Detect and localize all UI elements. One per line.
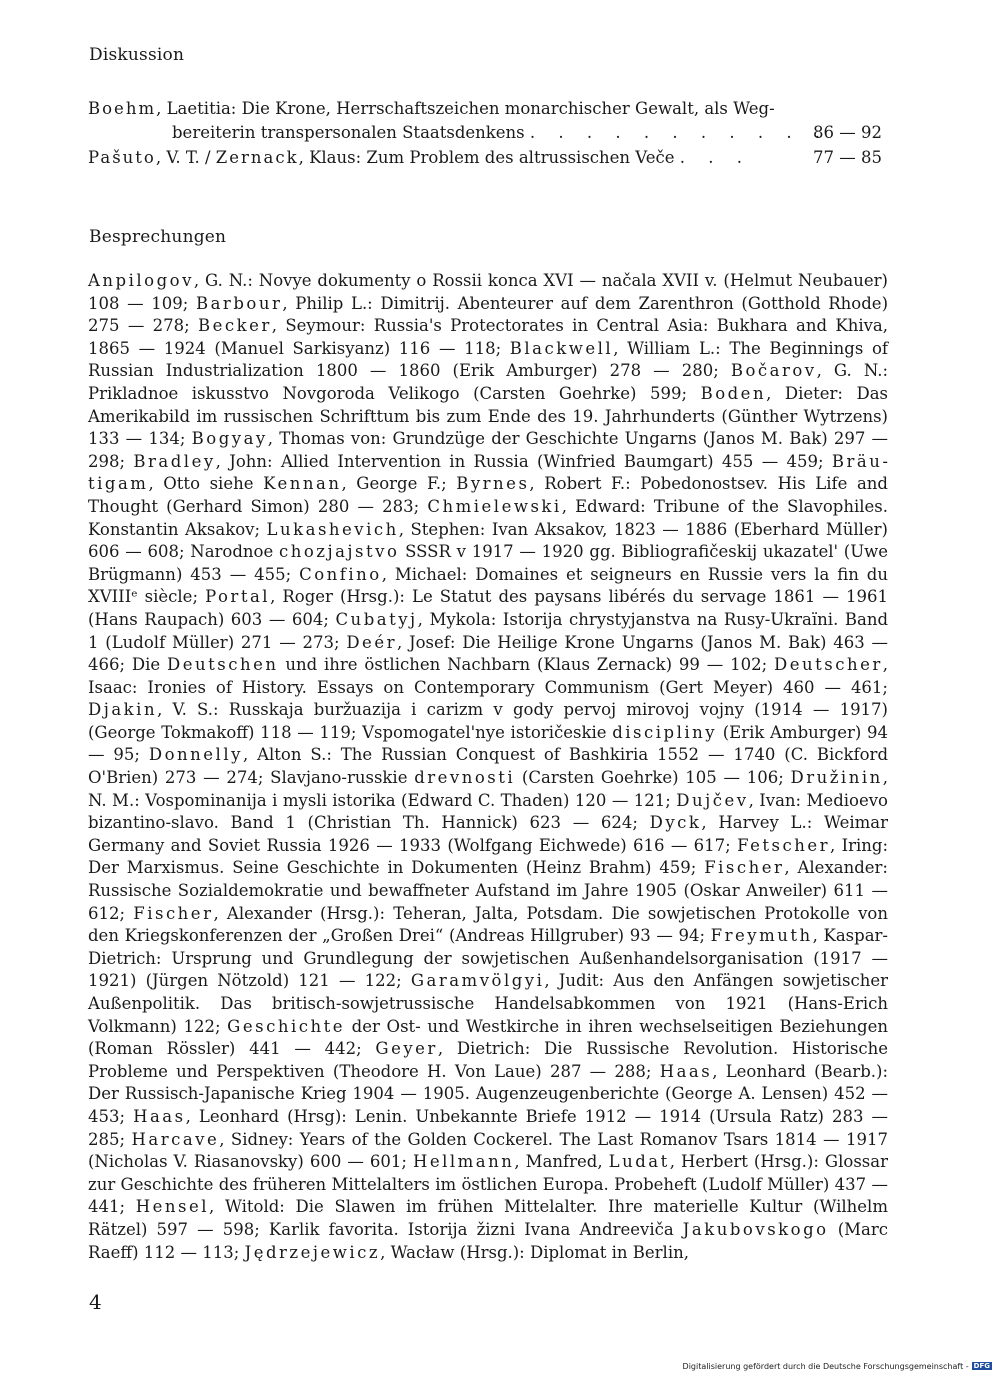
review-text-segment: und ihre östlichen Nachbarn (Klaus Zernack) 99 — 102;	[278, 655, 774, 675]
review-author: Harcave	[131, 1129, 220, 1149]
review-text-segment: , G. N.: Novye dokumenty o Rossii konca XVI — načala XVII v. (Helmut Neubauer) 108 — 109;	[88, 271, 888, 313]
entry-author: Pašuto	[88, 148, 156, 167]
review-author: Byrnes	[456, 474, 530, 494]
review-author: Donnelly	[148, 745, 243, 765]
review-author: Boden	[700, 383, 767, 403]
entry-first-line	[88, 97, 882, 121]
review-author: discipliny	[612, 722, 718, 742]
review-author: Djakin	[88, 700, 158, 720]
review-author: Deutscher	[774, 655, 883, 675]
review-text-segment: SSSR v 1917 — 1920 gg. Bibliografičeskij ukazatel' (Uwe Brügmann) 453 — 455;	[88, 542, 889, 584]
review-text-segment: , G. N.: Prikladnoe iskusstvo Novgoroda Velikogo (Carsten Goehrke) 599;	[88, 361, 889, 403]
review-text-segment: , John: Allied Intervention in Russia (Winfried Baumgart) 455 — 459;	[215, 451, 832, 471]
review-list-paragraph	[88, 270, 888, 1264]
review-author: Ludat	[608, 1152, 670, 1172]
review-text-segment: , Sidney: Years of the Golden Cockerel. The Last Romanov Tsars 1814 — 1917 (Nicholas V. Riasanovsky) 600 — 601;	[88, 1129, 888, 1172]
review-author: Cubatyj	[335, 609, 418, 629]
review-author: Fetscher	[737, 835, 830, 855]
review-author: Družinin	[790, 768, 883, 788]
review-author: Haas	[659, 1061, 713, 1081]
entry-author: Boehm	[88, 99, 157, 118]
entry-leader-dots: . . . . . . . . . . .	[529, 123, 830, 142]
review-text-segment: , Edward: Tribune of the Slavophiles. Konstantin Aksakov;	[88, 496, 888, 539]
review-text-segment: , Manfred,	[514, 1152, 609, 1172]
entry-second-line	[88, 121, 882, 145]
entry-first-line	[88, 146, 882, 170]
review-text-segment: , William L.: The Beginnings of Russian Industrialization 1800 — 1860 (Erik Amburger) 278 — 280;	[88, 338, 888, 381]
review-text-segment: , Michael: Domaines et seigneurs en Russie vers la fin du XVIIIᵉ siècle;	[88, 564, 888, 607]
review-author: Deutschen	[167, 655, 279, 675]
review-author: Portal	[205, 587, 271, 607]
review-author: Freymuth	[710, 926, 813, 946]
review-text-segment: , George F.;	[341, 474, 457, 494]
review-author: Becker	[198, 316, 272, 336]
review-author: Kennan	[263, 474, 342, 494]
review-text-segment: , Ivan: Medioevo bizantino-slavo. Band 1 (Christian Th. Hannick) 623 — 624;	[88, 790, 888, 833]
review-text-segment: , Josef: Die Heilige Krone Ungarns (Janos M. Bak) 463 — 466; Die	[88, 632, 888, 675]
review-author: Dujčev	[676, 790, 749, 810]
review-text-segment: , N. M.: Vospominanija i mysli istorika (Edward C. Thaden) 120 — 121;	[88, 768, 888, 810]
footer-text: Digitalisierung gefördert durch die Deutsche Forschungsgemeinschaft -	[682, 1362, 969, 1371]
review-text-segment: , Roger (Hrsg.): Le Statut des paysans libérés du servage 1861 — 1961 (Hans Raupach) 603 — 604;	[88, 587, 889, 629]
review-text-segment: , Alexander: Russische Sozialdemokratie und bewaffneter Aufstand im Jahre 1905 (Oskar Anweiler) 611 — 612;	[88, 858, 888, 923]
entry-title-continued: bereiterin transpersonalen Staatsdenkens	[172, 123, 525, 142]
review-text-segment: , Otto siehe	[148, 474, 264, 494]
dfg-logo: DFG	[973, 1362, 990, 1370]
review-text-segment: , Stephen: Ivan Aksakov, 1823 — 1886 (Eberhard Müller) 606 — 608; Narodnoe	[88, 519, 888, 562]
discussion-entry	[88, 97, 882, 145]
review-text-segment: , Iring: Der Marxismus. Seine Geschichte in Dokumenten (Heinz Brahm) 459;	[88, 835, 888, 878]
review-author: Hellmann	[412, 1152, 515, 1172]
entry-author-separator: , V. T. /	[155, 148, 216, 167]
entry-pages: 86 — 92	[813, 123, 882, 142]
review-author: Deér	[346, 632, 397, 652]
review-author: Bradley	[133, 451, 216, 471]
review-author: Jędrzejewicz	[244, 1242, 381, 1262]
review-author: Lukashevich	[266, 519, 399, 539]
page-number: 4	[89, 1290, 102, 1314]
review-author: Fischer	[704, 858, 785, 878]
review-text-segment: , V. S.: Russkaja buržuazija i carizm v gody pervoj mirovoj vojny (1914 — 1917) (George Tokmakoff) 118 — 119; Vspomogatel'nye istoričeskie	[88, 700, 888, 742]
review-text-segment: , Alexander (Hrsg.): Teheran, Jalta, Potsdam. Die sowjetischen Protokolle von den Kriegskonferenzen der „Großen Drei“ (Andreas Hillgruber) 93 — 94;	[88, 903, 888, 946]
review-text-segment: , Leonhard (Hrsg): Lenin. Unbekannte Briefe 1912 — 1914 (Ursula Ratz) 283 — 285;	[88, 1106, 888, 1149]
review-text-segment: , Philip L.: Dimitrij. Abenteurer auf dem Zarenthron (Gotthold Rhode) 275 — 278;	[88, 293, 889, 336]
entry-title: , Klaus: Zum Problem des altrussischen Veče	[298, 148, 675, 167]
section-heading-diskussion: Diskussion	[89, 45, 185, 65]
review-text-segment: , Harvey L.: Weimar Germany and Soviet Russia 1926 — 1933 (Wolfgang Eichwede) 616 — 617;	[88, 813, 889, 855]
review-text-segment: (Carsten Goehrke) 105 — 106;	[515, 768, 791, 788]
review-author: Anpilogov	[88, 271, 194, 290]
review-text-segment: , Kaspar-Dietrich: Ursprung und Grundlegung der sowjetischen Außenhandelsorganisation (1917 — 1921) (Jürgen Nötzold) 121 — 122;	[88, 926, 889, 991]
review-text-segment: , Dieter: Das Amerikabild im russischen Schrifttum bis zum Ende des 19. Jahrhunderts (Günther Wytrzens) 133 — 134;	[88, 383, 889, 449]
review-author: chozjajstvo	[278, 542, 400, 562]
review-text-segment: , Herbert (Hrsg.): Glossar zur Geschichte des früheren Mittelalters im östlichen Europa. Probeheft (Ludolf Müller) 437 — 441;	[88, 1152, 888, 1217]
review-author: Blackwell	[509, 338, 614, 358]
review-text-segment: , Judit: Aus den Anfängen sowjetischer Außenpolitik. Das britisch-sowjetrussische Handelsabkommen von 1921 (Hans-Erich Volkmann) 122;	[88, 971, 889, 1036]
review-author: Barbour	[195, 293, 283, 313]
entry-title: , Laetitia: Die Krone, Herrschaftszeichen monarchischer Gewalt, als Weg-	[156, 99, 775, 118]
entry-leader-dots: . . .	[679, 148, 751, 167]
review-text-segment: (Erik Amburger) 94 — 95;	[88, 722, 888, 765]
review-text-segment: , Witold: Die Slawen im frühen Mittelalter. Ihre materielle Kultur (Wilhelm Rätzel) 597 — 598; Karlik favorita. Istorija žizni Ivana Andreeviča	[88, 1197, 888, 1239]
review-text-segment: , Dietrich: Die Russische Revolution. Historische Probleme und Perspektiven (Theodore H. Von Laue) 287 — 288;	[88, 1039, 888, 1081]
dfg-footer	[683, 1362, 992, 1371]
review-author: Confino	[299, 564, 382, 584]
review-text-segment: , Robert F.: Pobedonostsev. His Life and Thought (Gerhard Simon) 280 — 283;	[88, 474, 888, 516]
review-author: Bočarov	[730, 361, 817, 381]
entry-pages: 77 — 85	[813, 148, 882, 167]
review-text-segment: , Thomas von: Grundzüge der Geschichte Ungarns (Janos M. Bak) 297 — 298;	[88, 429, 889, 471]
review-text-segment: , Seymour: Russia's Protectorates in Central Asia: Bukhara and Khiva, 1865 — 1924 (Manuel Sarkisyanz) 116 — 118;	[88, 316, 889, 358]
section-heading-besprechungen: Besprechungen	[89, 227, 227, 247]
review-author: Hensel	[135, 1197, 210, 1217]
review-text-segment: , Isaac: Ironies of History. Essays on Contemporary Communism (Gert Meyer) 460 — 461;	[88, 655, 888, 697]
discussion-entry	[88, 146, 882, 170]
review-text-segment: , Mykola: Istorija chrystyjanstva na Rusy-Ukraïni. Band 1 (Ludolf Müller) 271 — 273;	[88, 609, 889, 652]
review-text-segment: der Ost- und Westkirche in ihren wechselseitigen Beziehungen (Roman Rössler) 441 — 442;	[88, 1016, 888, 1059]
review-author: Bräutigam	[88, 451, 888, 494]
review-author: Garamvölgyi	[410, 971, 545, 991]
entry-author: Zernack	[215, 148, 299, 167]
review-author: Geyer	[375, 1039, 438, 1059]
review-author: Dyck	[649, 813, 702, 833]
review-text-segment: , Wacław (Hrsg.): Diplomat in Berlin,	[380, 1242, 689, 1262]
review-text-segment: (Marc Raeff) 112 — 113;	[88, 1219, 888, 1262]
review-author: Geschichte	[227, 1016, 345, 1036]
review-text-segment: , Leonhard (Bearb.): Der Russisch-Japanische Krieg 1904 — 1905. Augenzeugenberichte (George A. Lensen) 452 — 453;	[88, 1061, 888, 1126]
review-author: Bogyay	[191, 429, 268, 449]
review-author: Fischer	[133, 903, 214, 923]
review-author: Haas	[133, 1106, 186, 1126]
review-author: Chmielewski	[427, 496, 562, 516]
review-author: drevnosti	[414, 768, 516, 788]
review-author: Jakubovskogo	[682, 1219, 829, 1239]
review-text-segment: , Alton S.: The Russian Conquest of Bashkiria 1552 — 1740 (C. Bickford O'Brien) 273 — 274; Slavjano-russkie	[88, 745, 889, 788]
